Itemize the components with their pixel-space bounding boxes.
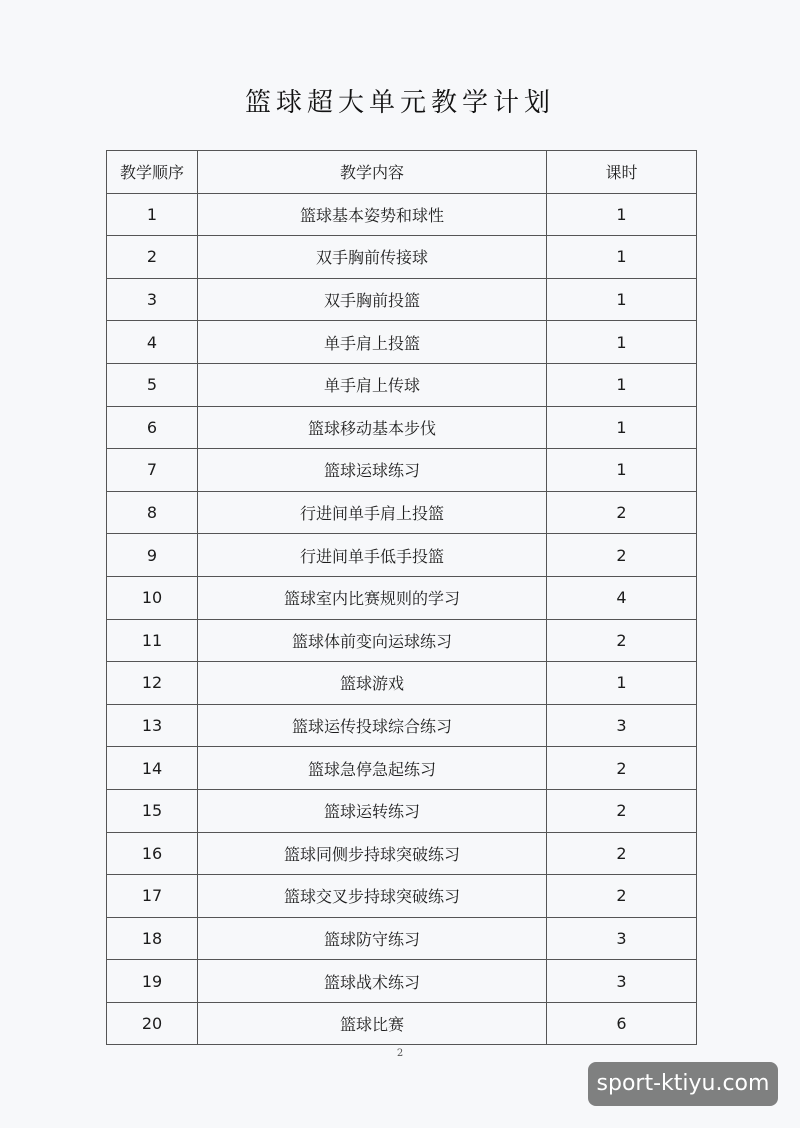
cell-hours: 2 bbox=[547, 534, 697, 577]
header-order: 教学顺序 bbox=[107, 151, 198, 194]
table-row bbox=[107, 406, 697, 449]
cell-hours: 1 bbox=[547, 321, 697, 364]
table-header-row bbox=[107, 151, 697, 194]
cell-hours: 2 bbox=[547, 491, 697, 534]
cell-hours: 2 bbox=[547, 747, 697, 790]
cell-content: 篮球基本姿势和球性 bbox=[198, 193, 547, 236]
cell-content: 篮球室内比赛规则的学习 bbox=[198, 576, 547, 619]
table-row bbox=[107, 491, 697, 534]
cell-order: 15 bbox=[107, 789, 198, 832]
table-row bbox=[107, 576, 697, 619]
cell-hours: 4 bbox=[547, 576, 697, 619]
cell-hours: 2 bbox=[547, 832, 697, 875]
cell-hours: 1 bbox=[547, 236, 697, 279]
cell-order: 19 bbox=[107, 960, 198, 1003]
table-row bbox=[107, 917, 697, 960]
table-row bbox=[107, 789, 697, 832]
cell-hours: 1 bbox=[547, 662, 697, 705]
cell-order: 12 bbox=[107, 662, 198, 705]
table-header bbox=[107, 151, 697, 194]
cell-order: 2 bbox=[107, 236, 198, 279]
cell-hours: 6 bbox=[547, 1002, 697, 1045]
cell-order: 9 bbox=[107, 534, 198, 577]
cell-order: 5 bbox=[107, 363, 198, 406]
table-row bbox=[107, 832, 697, 875]
cell-order: 1 bbox=[107, 193, 198, 236]
table-row bbox=[107, 236, 697, 279]
table-body bbox=[107, 193, 697, 1045]
cell-hours: 1 bbox=[547, 278, 697, 321]
cell-content: 双手胸前传接球 bbox=[198, 236, 547, 279]
cell-order: 3 bbox=[107, 278, 198, 321]
page-title: 篮球超大单元教学计划 bbox=[244, 88, 555, 118]
page-number: 2 bbox=[396, 1048, 404, 1059]
cell-hours: 1 bbox=[547, 449, 697, 492]
cell-order: 16 bbox=[107, 832, 198, 875]
table-row bbox=[107, 363, 697, 406]
cell-order: 18 bbox=[107, 917, 198, 960]
table-row bbox=[107, 449, 697, 492]
header-content: 教学内容 bbox=[198, 151, 547, 194]
cell-content: 篮球比赛 bbox=[198, 1002, 547, 1045]
cell-content: 篮球防守练习 bbox=[198, 917, 547, 960]
cell-hours: 2 bbox=[547, 875, 697, 918]
cell-content: 篮球战术练习 bbox=[198, 960, 547, 1003]
cell-content: 篮球急停急起练习 bbox=[198, 747, 547, 790]
cell-content: 篮球同侧步持球突破练习 bbox=[198, 832, 547, 875]
cell-content: 单手肩上传球 bbox=[198, 363, 547, 406]
cell-hours: 3 bbox=[547, 960, 697, 1003]
cell-content: 行进间单手低手投篮 bbox=[198, 534, 547, 577]
teaching-plan-table bbox=[106, 150, 697, 1045]
header-hours: 课时 bbox=[547, 151, 697, 194]
cell-hours: 1 bbox=[547, 406, 697, 449]
cell-content: 双手胸前投篮 bbox=[198, 278, 547, 321]
cell-hours: 1 bbox=[547, 193, 697, 236]
cell-order: 14 bbox=[107, 747, 198, 790]
table-row bbox=[107, 747, 697, 790]
cell-order: 4 bbox=[107, 321, 198, 364]
cell-hours: 2 bbox=[547, 789, 697, 832]
table-row bbox=[107, 321, 697, 364]
cell-content: 篮球体前变向运球练习 bbox=[198, 619, 547, 662]
cell-hours: 2 bbox=[547, 619, 697, 662]
table-row bbox=[107, 662, 697, 705]
table-row bbox=[107, 704, 697, 747]
cell-hours: 3 bbox=[547, 704, 697, 747]
table-row bbox=[107, 875, 697, 918]
cell-content: 行进间单手肩上投篮 bbox=[198, 491, 547, 534]
table-row bbox=[107, 193, 697, 236]
cell-order: 13 bbox=[107, 704, 198, 747]
cell-hours: 3 bbox=[547, 917, 697, 960]
site-watermark: sport-ktiyu.com bbox=[588, 1062, 778, 1106]
cell-hours: 1 bbox=[547, 363, 697, 406]
cell-content: 篮球移动基本步伐 bbox=[198, 406, 547, 449]
cell-content: 篮球运转练习 bbox=[198, 789, 547, 832]
table-row bbox=[107, 960, 697, 1003]
cell-content: 单手肩上投篮 bbox=[198, 321, 547, 364]
table-row bbox=[107, 534, 697, 577]
table-row bbox=[107, 278, 697, 321]
table-row bbox=[107, 1002, 697, 1045]
cell-order: 20 bbox=[107, 1002, 198, 1045]
cell-order: 17 bbox=[107, 875, 198, 918]
cell-order: 11 bbox=[107, 619, 198, 662]
table-row bbox=[107, 619, 697, 662]
cell-content: 篮球运传投球综合练习 bbox=[198, 704, 547, 747]
cell-order: 7 bbox=[107, 449, 198, 492]
cell-order: 10 bbox=[107, 576, 198, 619]
cell-content: 篮球交叉步持球突破练习 bbox=[198, 875, 547, 918]
cell-order: 6 bbox=[107, 406, 198, 449]
cell-order: 8 bbox=[107, 491, 198, 534]
cell-content: 篮球运球练习 bbox=[198, 449, 547, 492]
cell-content: 篮球游戏 bbox=[198, 662, 547, 705]
